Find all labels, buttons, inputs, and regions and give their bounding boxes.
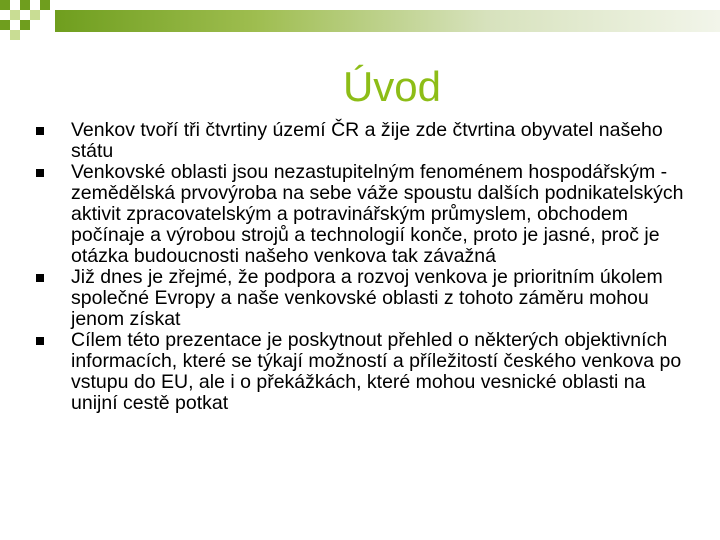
ornament-square bbox=[40, 0, 50, 10]
square-bullet-icon bbox=[36, 274, 44, 282]
bullet-item bbox=[36, 162, 686, 267]
bullet-text: Cílem této prezentace je poskytnout přehled o některých objektivních informacích, které se týkají možností a příležitostí českého venkova po vstupu do EU, ale i o překážkách, které mohou vesnické oblasti na unijní cestě potkat bbox=[71, 329, 682, 414]
ornament-square bbox=[30, 10, 40, 20]
square-bullet-icon bbox=[36, 337, 44, 345]
slide-title: Úvod bbox=[342, 63, 442, 110]
bullet-list bbox=[36, 120, 686, 414]
ornament-square bbox=[10, 30, 20, 40]
bullet-item bbox=[36, 120, 686, 162]
square-bullet-icon bbox=[36, 127, 44, 135]
bullet-item bbox=[36, 330, 686, 414]
ornament-square bbox=[0, 20, 10, 30]
ornament-square bbox=[20, 20, 30, 30]
bullet-text: Již dnes je zřejmé, že podpora a rozvoj venkova je prioritním úkolem společné Evropy a naše venkovské oblasti z tohoto záměru mohou jenom získat bbox=[71, 266, 663, 330]
bullet-text: Venkov tvoří tři čtvrtiny území ČR a žije zde čtvrtina obyvatel našeho státu bbox=[71, 119, 663, 162]
bullet-text: Venkovské oblasti jsou nezastupitelným fenoménem hospodářským - zemědělská prvovýroba na sebe váže spoustu dalších podnikatelských aktivit zpracovatelským a potravinářským průmyslem, obchodem počínaje a výrobou strojů a technologií konče, proto je jasné, proč je otázka budoucnosti našeho venkova tak závažná bbox=[71, 161, 684, 267]
corner-squares-ornament bbox=[0, 0, 60, 50]
square-bullet-icon bbox=[36, 169, 44, 177]
header-gradient-bar bbox=[55, 10, 720, 32]
ornament-square bbox=[0, 0, 10, 10]
ornament-square bbox=[20, 0, 30, 10]
bullet-item bbox=[36, 267, 686, 330]
ornament-square bbox=[10, 10, 20, 20]
